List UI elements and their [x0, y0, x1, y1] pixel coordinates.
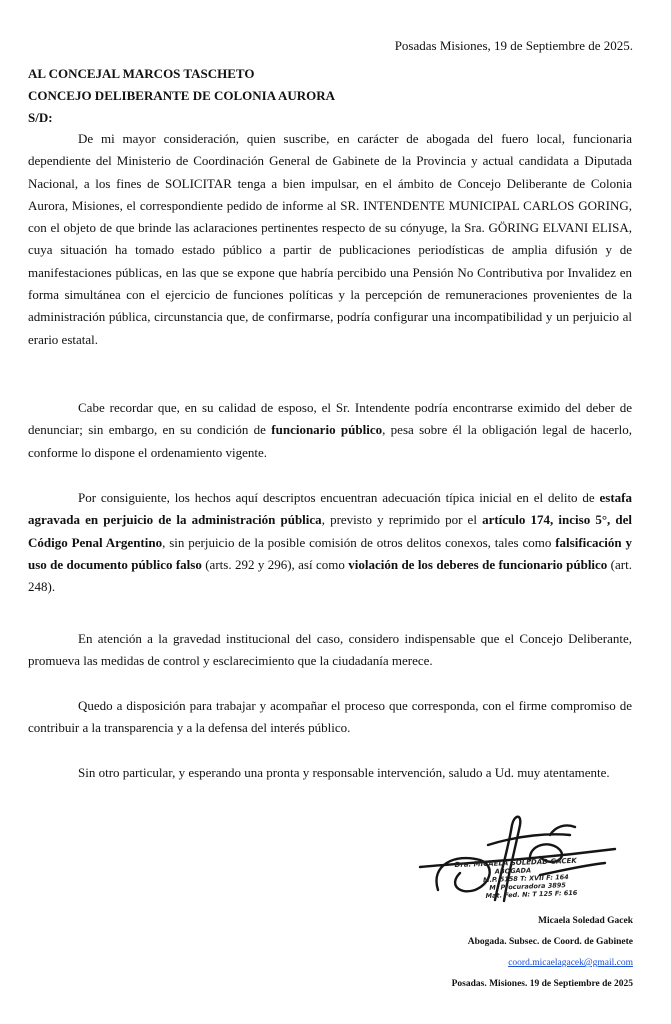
stamp-name: Dra. MICAELA SOLEDAD GACEK	[454, 856, 577, 870]
paragraph-closing	[28, 762, 632, 784]
stamp-federal: Mat. Fed. N: T 125 F: 616	[485, 888, 578, 900]
paragraph-offense-text-a: Por consiguiente, los hechos aquí descriptos encuentran adecuación típica inicial en el delito de	[78, 490, 600, 505]
paragraph-gravity	[28, 628, 632, 673]
paragraph-availability	[28, 695, 632, 740]
lawyer-stamp	[454, 855, 630, 901]
paragraph-duty-bold: funcionario público	[271, 422, 383, 438]
signer-name: Micaela Soledad Gacek	[538, 916, 633, 926]
paragraph-duty	[28, 397, 632, 464]
letter-date: Posadas Misiones, 19 de Septiembre de 2025.	[394, 38, 633, 53]
stamp-title: ABOGADA	[494, 866, 532, 876]
paragraph-offense-text-g: (arts. 292 y 296), así como	[201, 556, 349, 572]
stamp-procuradora: M. Procuradora 3895	[489, 881, 566, 892]
stamp-registration: M.P. 5158 T: XVII F: 164	[482, 873, 569, 885]
addressee-sd: S/D:	[28, 110, 53, 125]
paragraph-offense-text-e: , sin perjuicio de la posible comisión de otros delitos conexos, tales como	[162, 534, 556, 550]
paragraph-offense-bold-h: violación de los deberes de funcionario público	[348, 556, 608, 572]
paragraph-closing-text: Sin otro particular, y esperando una pronta y responsable intervención, saludo a Ud. muy atentamente.	[78, 765, 610, 780]
addressee-name: AL CONCEJAL MARCOS TASCHETO	[28, 66, 255, 81]
addressee-institution: CONCEJO DELIBERANTE DE COLONIA AURORA	[28, 88, 335, 103]
paragraph-offense-bold-b: estafa agravada en perjuicio de la administración pública	[28, 490, 632, 528]
signature-details	[452, 911, 633, 995]
paragraph-offense-text-c: , previsto y reprimido por el	[321, 512, 483, 528]
paragraph-duty-text-c: , pesa sobre él la obligación legal de hacerlo, conforme lo dispone el ordenamiento vigente.	[28, 422, 632, 460]
signer-position: Abogada. Subsec. de Coord. de Gabinete	[467, 937, 633, 947]
paragraph-request	[28, 128, 632, 351]
paragraph-offense	[28, 487, 632, 598]
paragraph-offense-text-i: (art. 248).	[28, 556, 632, 595]
signer-email-link[interactable]: coord.micaelagacek@gmail.com	[508, 958, 633, 968]
paragraph-duty-text-a: Cabe recordar que, en su calidad de esposo, el Sr. Intendente podría encontrarse eximido del deber de denunciar; sin embargo, en su condición de	[28, 400, 632, 438]
paragraph-request-text: De mi mayor consideración, quien suscribe, en carácter de abogada del fuero local, funcionaria dependiente del Ministerio de Coordinación General de Gabinete de la Provincia y actual candidata a Diputada Nacional, a los fines de SOLICITAR tenga a bien impulsar, en el ámbito de Concejo Deliberante de Colonia Aurora, Misiones, el correspondiente pedido de informe al SR. INTENDENTE MUNICIPAL CARLOS GORING, con el objeto de que brinde las aclaraciones pertinentes respecto de su cónyuge, la Sra. GÖRING ELVANI ELISA, cuya situación ha tomado estado público a partir de publicaciones periodísticas de amplia difusión y de manifestaciones públicas, en las que se expone que habría percibido una Pensión No Contributiva por Invalidez en forma simultánea con el ejercicio de funciones políticas y la percepción de remuneraciones provenientes de la administración pública, circunstancia que, de confirmarse, podría configurar una incompatibilidad y un perjuicio al erario estatal.	[28, 131, 632, 347]
paragraph-offense-bold-d: artículo 174, inciso 5°, del Código Penal Argentino	[28, 512, 633, 550]
paragraph-offense-bold-f: falsificación y uso de documento público falso	[28, 534, 632, 572]
addressee-block	[28, 63, 335, 129]
paragraph-availability-text: Quedo a disposición para trabajar y acompañar el proceso que corresponda, con el firme compromiso de contribuir a la transparencia y a la defensa del interés público.	[28, 698, 632, 736]
signature-date: Posadas. Misiones. 19 de Septiembre de 2025	[451, 979, 633, 989]
paragraph-gravity-text: En atención a la gravedad institucional del caso, considero indispensable que el Concejo Deliberante, promueva las medidas de control y esclarecimiento que la ciudadanía merece.	[28, 631, 632, 669]
